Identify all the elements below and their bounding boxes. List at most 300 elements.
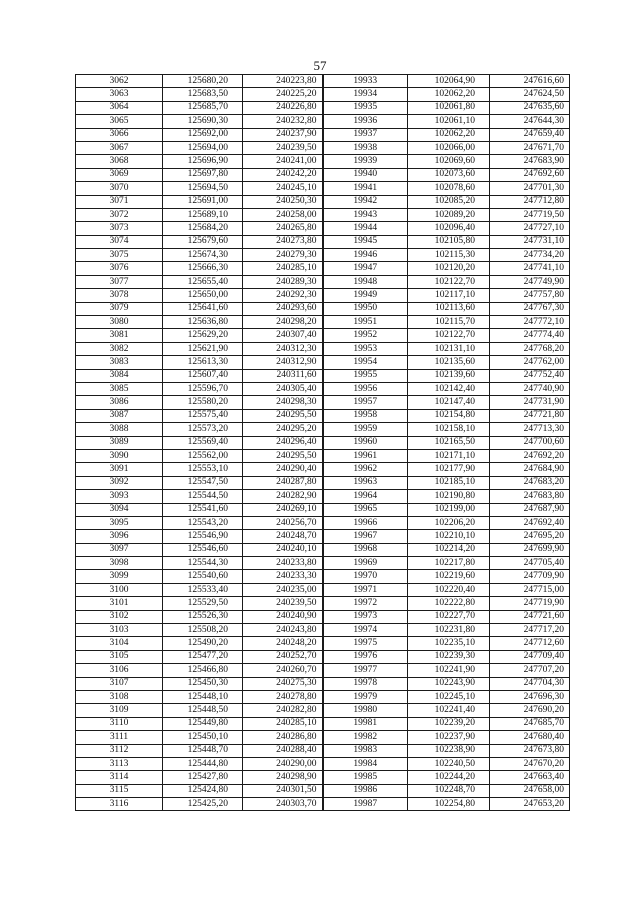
point-number-a-cell: 3074 bbox=[76, 235, 163, 248]
x-coordinate-a-cell: 125543,20 bbox=[163, 516, 243, 529]
x-coordinate-b-cell: 102222,80 bbox=[408, 597, 490, 610]
x-coordinate-b-cell: 102142,40 bbox=[408, 382, 490, 395]
y-coordinate-a-cell: 240233,80 bbox=[243, 557, 323, 570]
x-coordinate-a-cell: 125562,00 bbox=[163, 449, 243, 462]
y-coordinate-b-cell: 247684,90 bbox=[490, 463, 570, 476]
y-coordinate-a-cell: 240275,30 bbox=[243, 677, 323, 690]
point-number-a-cell: 3077 bbox=[76, 275, 163, 288]
point-number-b-cell: 19965 bbox=[323, 503, 408, 516]
table-row bbox=[76, 195, 570, 208]
point-number-b-cell: 19972 bbox=[323, 597, 408, 610]
y-coordinate-a-cell: 240233,30 bbox=[243, 570, 323, 583]
table-row bbox=[76, 128, 570, 141]
table-row bbox=[76, 141, 570, 154]
y-coordinate-b-cell: 247709,40 bbox=[490, 650, 570, 663]
y-coordinate-a-cell: 240282,90 bbox=[243, 490, 323, 503]
y-coordinate-a-cell: 240289,30 bbox=[243, 275, 323, 288]
y-coordinate-b-cell: 247734,20 bbox=[490, 249, 570, 262]
y-coordinate-a-cell: 240269,10 bbox=[243, 503, 323, 516]
y-coordinate-b-cell: 247731,90 bbox=[490, 396, 570, 409]
point-number-a-cell: 3068 bbox=[76, 155, 163, 168]
y-coordinate-a-cell: 240243,80 bbox=[243, 624, 323, 637]
y-coordinate-b-cell: 247624,50 bbox=[490, 88, 570, 101]
table-row bbox=[76, 75, 570, 88]
y-coordinate-b-cell: 247683,90 bbox=[490, 155, 570, 168]
point-number-a-cell: 3104 bbox=[76, 637, 163, 650]
table-row bbox=[76, 235, 570, 248]
x-coordinate-a-cell: 125607,40 bbox=[163, 369, 243, 382]
point-number-a-cell: 3110 bbox=[76, 717, 163, 730]
point-number-b-cell: 19968 bbox=[323, 543, 408, 556]
point-number-a-cell: 3092 bbox=[76, 476, 163, 489]
y-coordinate-a-cell: 240279,30 bbox=[243, 249, 323, 262]
point-number-b-cell: 19937 bbox=[323, 128, 408, 141]
x-coordinate-a-cell: 125636,80 bbox=[163, 316, 243, 329]
y-coordinate-b-cell: 247653,20 bbox=[490, 798, 570, 811]
x-coordinate-b-cell: 102139,60 bbox=[408, 369, 490, 382]
x-coordinate-a-cell: 125596,70 bbox=[163, 382, 243, 395]
point-number-a-cell: 3067 bbox=[76, 141, 163, 154]
point-number-b-cell: 19946 bbox=[323, 249, 408, 262]
point-number-b-cell: 19941 bbox=[323, 182, 408, 195]
point-number-a-cell: 3065 bbox=[76, 115, 163, 128]
point-number-a-cell: 3101 bbox=[76, 597, 163, 610]
table-row bbox=[76, 731, 570, 744]
point-number-a-cell: 3108 bbox=[76, 690, 163, 703]
x-coordinate-b-cell: 102248,70 bbox=[408, 784, 490, 797]
x-coordinate-b-cell: 102117,10 bbox=[408, 289, 490, 302]
y-coordinate-a-cell: 240273,80 bbox=[243, 235, 323, 248]
point-number-a-cell: 3066 bbox=[76, 128, 163, 141]
table-row bbox=[76, 610, 570, 623]
point-number-a-cell: 3071 bbox=[76, 195, 163, 208]
point-number-a-cell: 3097 bbox=[76, 543, 163, 556]
table-row bbox=[76, 490, 570, 503]
table-row bbox=[76, 744, 570, 757]
x-coordinate-b-cell: 102239,30 bbox=[408, 650, 490, 663]
x-coordinate-b-cell: 102254,80 bbox=[408, 798, 490, 811]
point-number-b-cell: 19976 bbox=[323, 650, 408, 663]
x-coordinate-a-cell: 125529,50 bbox=[163, 597, 243, 610]
coordinates-table-body bbox=[76, 75, 570, 811]
table-row bbox=[76, 757, 570, 770]
y-coordinate-b-cell: 247712,80 bbox=[490, 195, 570, 208]
table-row bbox=[76, 530, 570, 543]
point-number-a-cell: 3079 bbox=[76, 302, 163, 315]
x-coordinate-b-cell: 102238,90 bbox=[408, 744, 490, 757]
point-number-a-cell: 3102 bbox=[76, 610, 163, 623]
point-number-b-cell: 19934 bbox=[323, 88, 408, 101]
y-coordinate-b-cell: 247741,10 bbox=[490, 262, 570, 275]
x-coordinate-a-cell: 125666,30 bbox=[163, 262, 243, 275]
y-coordinate-a-cell: 240250,30 bbox=[243, 195, 323, 208]
y-coordinate-b-cell: 247695,20 bbox=[490, 530, 570, 543]
x-coordinate-a-cell: 125573,20 bbox=[163, 423, 243, 436]
point-number-a-cell: 3070 bbox=[76, 182, 163, 195]
x-coordinate-b-cell: 102165,50 bbox=[408, 436, 490, 449]
point-number-b-cell: 19954 bbox=[323, 356, 408, 369]
y-coordinate-a-cell: 240312,90 bbox=[243, 356, 323, 369]
x-coordinate-a-cell: 125546,90 bbox=[163, 530, 243, 543]
y-coordinate-a-cell: 240242,20 bbox=[243, 168, 323, 181]
y-coordinate-b-cell: 247701,30 bbox=[490, 182, 570, 195]
x-coordinate-a-cell: 125425,20 bbox=[163, 798, 243, 811]
point-number-b-cell: 19982 bbox=[323, 731, 408, 744]
y-coordinate-b-cell: 247762,00 bbox=[490, 356, 570, 369]
x-coordinate-b-cell: 102115,70 bbox=[408, 316, 490, 329]
table-row bbox=[76, 664, 570, 677]
x-coordinate-b-cell: 102135,60 bbox=[408, 356, 490, 369]
y-coordinate-a-cell: 240278,80 bbox=[243, 690, 323, 703]
x-coordinate-b-cell: 102245,10 bbox=[408, 690, 490, 703]
x-coordinate-b-cell: 102231,80 bbox=[408, 624, 490, 637]
y-coordinate-b-cell: 247727,10 bbox=[490, 222, 570, 235]
point-number-a-cell: 3086 bbox=[76, 396, 163, 409]
x-coordinate-a-cell: 125508,20 bbox=[163, 624, 243, 637]
point-number-a-cell: 3062 bbox=[76, 75, 163, 88]
x-coordinate-b-cell: 102219,60 bbox=[408, 570, 490, 583]
table-row bbox=[76, 677, 570, 690]
x-coordinate-a-cell: 125690,30 bbox=[163, 115, 243, 128]
x-coordinate-b-cell: 102120,20 bbox=[408, 262, 490, 275]
y-coordinate-a-cell: 240252,70 bbox=[243, 650, 323, 663]
x-coordinate-b-cell: 102210,10 bbox=[408, 530, 490, 543]
point-number-b-cell: 19957 bbox=[323, 396, 408, 409]
x-coordinate-a-cell: 125533,40 bbox=[163, 583, 243, 596]
x-coordinate-a-cell: 125697,80 bbox=[163, 168, 243, 181]
point-number-b-cell: 19945 bbox=[323, 235, 408, 248]
point-number-b-cell: 19973 bbox=[323, 610, 408, 623]
y-coordinate-b-cell: 247671,70 bbox=[490, 141, 570, 154]
x-coordinate-a-cell: 125629,20 bbox=[163, 329, 243, 342]
x-coordinate-b-cell: 102115,30 bbox=[408, 249, 490, 262]
x-coordinate-b-cell: 102237,90 bbox=[408, 731, 490, 744]
x-coordinate-a-cell: 125685,70 bbox=[163, 101, 243, 114]
point-number-b-cell: 19948 bbox=[323, 275, 408, 288]
table-row bbox=[76, 101, 570, 114]
table-row bbox=[76, 275, 570, 288]
y-coordinate-a-cell: 240258,00 bbox=[243, 208, 323, 221]
x-coordinate-b-cell: 102206,20 bbox=[408, 516, 490, 529]
point-number-a-cell: 3116 bbox=[76, 798, 163, 811]
table-row bbox=[76, 771, 570, 784]
y-coordinate-b-cell: 247749,90 bbox=[490, 275, 570, 288]
y-coordinate-b-cell: 247719,90 bbox=[490, 597, 570, 610]
x-coordinate-b-cell: 102190,80 bbox=[408, 490, 490, 503]
y-coordinate-b-cell: 247752,40 bbox=[490, 369, 570, 382]
point-number-b-cell: 19966 bbox=[323, 516, 408, 529]
point-number-a-cell: 3080 bbox=[76, 316, 163, 329]
y-coordinate-b-cell: 247673,80 bbox=[490, 744, 570, 757]
point-number-b-cell: 19936 bbox=[323, 115, 408, 128]
point-number-b-cell: 19963 bbox=[323, 476, 408, 489]
table-row bbox=[76, 396, 570, 409]
y-coordinate-b-cell: 247713,30 bbox=[490, 423, 570, 436]
y-coordinate-a-cell: 240311,60 bbox=[243, 369, 323, 382]
y-coordinate-a-cell: 240223,80 bbox=[243, 75, 323, 88]
x-coordinate-b-cell: 102235,10 bbox=[408, 637, 490, 650]
point-number-b-cell: 19969 bbox=[323, 557, 408, 570]
y-coordinate-b-cell: 247687,90 bbox=[490, 503, 570, 516]
y-coordinate-b-cell: 247740,90 bbox=[490, 382, 570, 395]
y-coordinate-a-cell: 240256,70 bbox=[243, 516, 323, 529]
point-number-b-cell: 19980 bbox=[323, 704, 408, 717]
point-number-b-cell: 19956 bbox=[323, 382, 408, 395]
table-row bbox=[76, 249, 570, 262]
table-row bbox=[76, 289, 570, 302]
coordinates-table bbox=[75, 74, 570, 811]
table-row bbox=[76, 637, 570, 650]
y-coordinate-b-cell: 247699,90 bbox=[490, 543, 570, 556]
y-coordinate-a-cell: 240245,10 bbox=[243, 182, 323, 195]
point-number-a-cell: 3087 bbox=[76, 409, 163, 422]
table-row bbox=[76, 316, 570, 329]
point-number-b-cell: 19983 bbox=[323, 744, 408, 757]
y-coordinate-b-cell: 247707,20 bbox=[490, 664, 570, 677]
point-number-a-cell: 3088 bbox=[76, 423, 163, 436]
point-number-a-cell: 3103 bbox=[76, 624, 163, 637]
point-number-b-cell: 19947 bbox=[323, 262, 408, 275]
y-coordinate-a-cell: 240235,00 bbox=[243, 583, 323, 596]
y-coordinate-b-cell: 247772,10 bbox=[490, 316, 570, 329]
point-number-b-cell: 19981 bbox=[323, 717, 408, 730]
point-number-b-cell: 19940 bbox=[323, 168, 408, 181]
y-coordinate-a-cell: 240285,10 bbox=[243, 262, 323, 275]
y-coordinate-b-cell: 247717,20 bbox=[490, 624, 570, 637]
x-coordinate-a-cell: 125680,20 bbox=[163, 75, 243, 88]
x-coordinate-a-cell: 125655,40 bbox=[163, 275, 243, 288]
table-row bbox=[76, 624, 570, 637]
point-number-b-cell: 19949 bbox=[323, 289, 408, 302]
x-coordinate-b-cell: 102085,20 bbox=[408, 195, 490, 208]
table-row bbox=[76, 543, 570, 556]
table-row bbox=[76, 570, 570, 583]
x-coordinate-b-cell: 102096,40 bbox=[408, 222, 490, 235]
table-row bbox=[76, 516, 570, 529]
x-coordinate-b-cell: 102062,20 bbox=[408, 88, 490, 101]
y-coordinate-a-cell: 240287,80 bbox=[243, 476, 323, 489]
point-number-a-cell: 3098 bbox=[76, 557, 163, 570]
y-coordinate-b-cell: 247767,30 bbox=[490, 302, 570, 315]
table-row bbox=[76, 557, 570, 570]
point-number-a-cell: 3069 bbox=[76, 168, 163, 181]
point-number-a-cell: 3075 bbox=[76, 249, 163, 262]
x-coordinate-b-cell: 102244,20 bbox=[408, 771, 490, 784]
x-coordinate-b-cell: 102214,20 bbox=[408, 543, 490, 556]
x-coordinate-a-cell: 125424,80 bbox=[163, 784, 243, 797]
x-coordinate-b-cell: 102240,50 bbox=[408, 757, 490, 770]
x-coordinate-b-cell: 102122,70 bbox=[408, 329, 490, 342]
x-coordinate-a-cell: 125580,20 bbox=[163, 396, 243, 409]
y-coordinate-b-cell: 247700,60 bbox=[490, 436, 570, 449]
point-number-b-cell: 19970 bbox=[323, 570, 408, 583]
table-row bbox=[76, 463, 570, 476]
y-coordinate-a-cell: 240240,90 bbox=[243, 610, 323, 623]
table-row bbox=[76, 208, 570, 221]
x-coordinate-a-cell: 125444,80 bbox=[163, 757, 243, 770]
y-coordinate-a-cell: 240248,20 bbox=[243, 637, 323, 650]
x-coordinate-a-cell: 125526,30 bbox=[163, 610, 243, 623]
x-coordinate-a-cell: 125569,40 bbox=[163, 436, 243, 449]
x-coordinate-b-cell: 102113,60 bbox=[408, 302, 490, 315]
table-row bbox=[76, 690, 570, 703]
x-coordinate-b-cell: 102061,10 bbox=[408, 115, 490, 128]
point-number-b-cell: 19939 bbox=[323, 155, 408, 168]
table-row bbox=[76, 168, 570, 181]
page-number: 57 bbox=[313, 58, 327, 73]
x-coordinate-a-cell: 125689,10 bbox=[163, 208, 243, 221]
y-coordinate-a-cell: 240312,30 bbox=[243, 342, 323, 355]
y-coordinate-a-cell: 240248,70 bbox=[243, 530, 323, 543]
x-coordinate-a-cell: 125546,60 bbox=[163, 543, 243, 556]
y-coordinate-a-cell: 240225,20 bbox=[243, 88, 323, 101]
table-row bbox=[76, 222, 570, 235]
y-coordinate-b-cell: 247721,60 bbox=[490, 610, 570, 623]
point-number-a-cell: 3096 bbox=[76, 530, 163, 543]
x-coordinate-b-cell: 102073,60 bbox=[408, 168, 490, 181]
x-coordinate-a-cell: 125694,00 bbox=[163, 141, 243, 154]
y-coordinate-a-cell: 240239,50 bbox=[243, 141, 323, 154]
table-row bbox=[76, 436, 570, 449]
y-coordinate-b-cell: 247731,10 bbox=[490, 235, 570, 248]
x-coordinate-b-cell: 102243,90 bbox=[408, 677, 490, 690]
point-number-a-cell: 3109 bbox=[76, 704, 163, 717]
point-number-a-cell: 3091 bbox=[76, 463, 163, 476]
y-coordinate-a-cell: 240285,10 bbox=[243, 717, 323, 730]
table-row bbox=[76, 650, 570, 663]
point-number-b-cell: 19977 bbox=[323, 664, 408, 677]
table-row bbox=[76, 115, 570, 128]
point-number-b-cell: 19975 bbox=[323, 637, 408, 650]
point-number-b-cell: 19938 bbox=[323, 141, 408, 154]
table-row bbox=[76, 155, 570, 168]
point-number-b-cell: 19987 bbox=[323, 798, 408, 811]
y-coordinate-b-cell: 247685,70 bbox=[490, 717, 570, 730]
y-coordinate-a-cell: 240307,40 bbox=[243, 329, 323, 342]
point-number-a-cell: 3073 bbox=[76, 222, 163, 235]
table-row bbox=[76, 88, 570, 101]
y-coordinate-a-cell: 240295,20 bbox=[243, 423, 323, 436]
y-coordinate-a-cell: 240293,60 bbox=[243, 302, 323, 315]
x-coordinate-b-cell: 102220,40 bbox=[408, 583, 490, 596]
table-row bbox=[76, 409, 570, 422]
y-coordinate-b-cell: 247696,30 bbox=[490, 690, 570, 703]
x-coordinate-b-cell: 102241,90 bbox=[408, 664, 490, 677]
point-number-b-cell: 19967 bbox=[323, 530, 408, 543]
x-coordinate-b-cell: 102171,10 bbox=[408, 449, 490, 462]
point-number-b-cell: 19933 bbox=[323, 75, 408, 88]
y-coordinate-b-cell: 247704,30 bbox=[490, 677, 570, 690]
point-number-b-cell: 19960 bbox=[323, 436, 408, 449]
point-number-a-cell: 3111 bbox=[76, 731, 163, 744]
y-coordinate-b-cell: 247663,40 bbox=[490, 771, 570, 784]
y-coordinate-b-cell: 247692,60 bbox=[490, 168, 570, 181]
table-row bbox=[76, 449, 570, 462]
x-coordinate-b-cell: 102177,90 bbox=[408, 463, 490, 476]
x-coordinate-b-cell: 102064,90 bbox=[408, 75, 490, 88]
point-number-a-cell: 3112 bbox=[76, 744, 163, 757]
point-number-b-cell: 19962 bbox=[323, 463, 408, 476]
y-coordinate-a-cell: 240241,00 bbox=[243, 155, 323, 168]
point-number-a-cell: 3089 bbox=[76, 436, 163, 449]
x-coordinate-a-cell: 125575,40 bbox=[163, 409, 243, 422]
x-coordinate-b-cell: 102066,00 bbox=[408, 141, 490, 154]
y-coordinate-b-cell: 247616,60 bbox=[490, 75, 570, 88]
x-coordinate-a-cell: 125547,50 bbox=[163, 476, 243, 489]
y-coordinate-a-cell: 240226,80 bbox=[243, 101, 323, 114]
point-number-a-cell: 3099 bbox=[76, 570, 163, 583]
x-coordinate-b-cell: 102239,20 bbox=[408, 717, 490, 730]
y-coordinate-a-cell: 240282,80 bbox=[243, 704, 323, 717]
y-coordinate-a-cell: 240232,80 bbox=[243, 115, 323, 128]
x-coordinate-b-cell: 102078,60 bbox=[408, 182, 490, 195]
x-coordinate-b-cell: 102241,40 bbox=[408, 704, 490, 717]
y-coordinate-a-cell: 240292,30 bbox=[243, 289, 323, 302]
x-coordinate-a-cell: 125674,30 bbox=[163, 249, 243, 262]
table-row bbox=[76, 182, 570, 195]
table-row bbox=[76, 717, 570, 730]
x-coordinate-a-cell: 125540,60 bbox=[163, 570, 243, 583]
point-number-a-cell: 3081 bbox=[76, 329, 163, 342]
x-coordinate-b-cell: 102227,70 bbox=[408, 610, 490, 623]
x-coordinate-b-cell: 102122,70 bbox=[408, 275, 490, 288]
y-coordinate-a-cell: 240288,40 bbox=[243, 744, 323, 757]
point-number-a-cell: 3114 bbox=[76, 771, 163, 784]
x-coordinate-a-cell: 125448,50 bbox=[163, 704, 243, 717]
y-coordinate-b-cell: 247644,30 bbox=[490, 115, 570, 128]
y-coordinate-a-cell: 240305,40 bbox=[243, 382, 323, 395]
x-coordinate-a-cell: 125641,60 bbox=[163, 302, 243, 315]
x-coordinate-b-cell: 102199,00 bbox=[408, 503, 490, 516]
point-number-b-cell: 19985 bbox=[323, 771, 408, 784]
y-coordinate-b-cell: 247692,40 bbox=[490, 516, 570, 529]
table-row bbox=[76, 784, 570, 797]
x-coordinate-a-cell: 125477,20 bbox=[163, 650, 243, 663]
table-row bbox=[76, 382, 570, 395]
point-number-b-cell: 19974 bbox=[323, 624, 408, 637]
y-coordinate-b-cell: 247635,60 bbox=[490, 101, 570, 114]
point-number-a-cell: 3064 bbox=[76, 101, 163, 114]
point-number-a-cell: 3100 bbox=[76, 583, 163, 596]
point-number-a-cell: 3063 bbox=[76, 88, 163, 101]
y-coordinate-b-cell: 247680,40 bbox=[490, 731, 570, 744]
y-coordinate-a-cell: 240237,90 bbox=[243, 128, 323, 141]
point-number-b-cell: 19964 bbox=[323, 490, 408, 503]
x-coordinate-b-cell: 102062,20 bbox=[408, 128, 490, 141]
x-coordinate-a-cell: 125490,20 bbox=[163, 637, 243, 650]
table-row bbox=[76, 583, 570, 596]
point-number-a-cell: 3093 bbox=[76, 490, 163, 503]
x-coordinate-b-cell: 102105,80 bbox=[408, 235, 490, 248]
x-coordinate-a-cell: 125448,10 bbox=[163, 690, 243, 703]
x-coordinate-b-cell: 102158,10 bbox=[408, 423, 490, 436]
point-number-b-cell: 19955 bbox=[323, 369, 408, 382]
point-number-b-cell: 19944 bbox=[323, 222, 408, 235]
x-coordinate-a-cell: 125684,20 bbox=[163, 222, 243, 235]
y-coordinate-a-cell: 240260,70 bbox=[243, 664, 323, 677]
y-coordinate-b-cell: 247712,60 bbox=[490, 637, 570, 650]
y-coordinate-b-cell: 247658,00 bbox=[490, 784, 570, 797]
point-number-a-cell: 3085 bbox=[76, 382, 163, 395]
x-coordinate-a-cell: 125450,10 bbox=[163, 731, 243, 744]
table-row bbox=[76, 369, 570, 382]
y-coordinate-b-cell: 247705,40 bbox=[490, 557, 570, 570]
x-coordinate-a-cell: 125466,80 bbox=[163, 664, 243, 677]
x-coordinate-a-cell: 125450,30 bbox=[163, 677, 243, 690]
x-coordinate-a-cell: 125544,50 bbox=[163, 490, 243, 503]
y-coordinate-b-cell: 247774,40 bbox=[490, 329, 570, 342]
y-coordinate-a-cell: 240296,40 bbox=[243, 436, 323, 449]
